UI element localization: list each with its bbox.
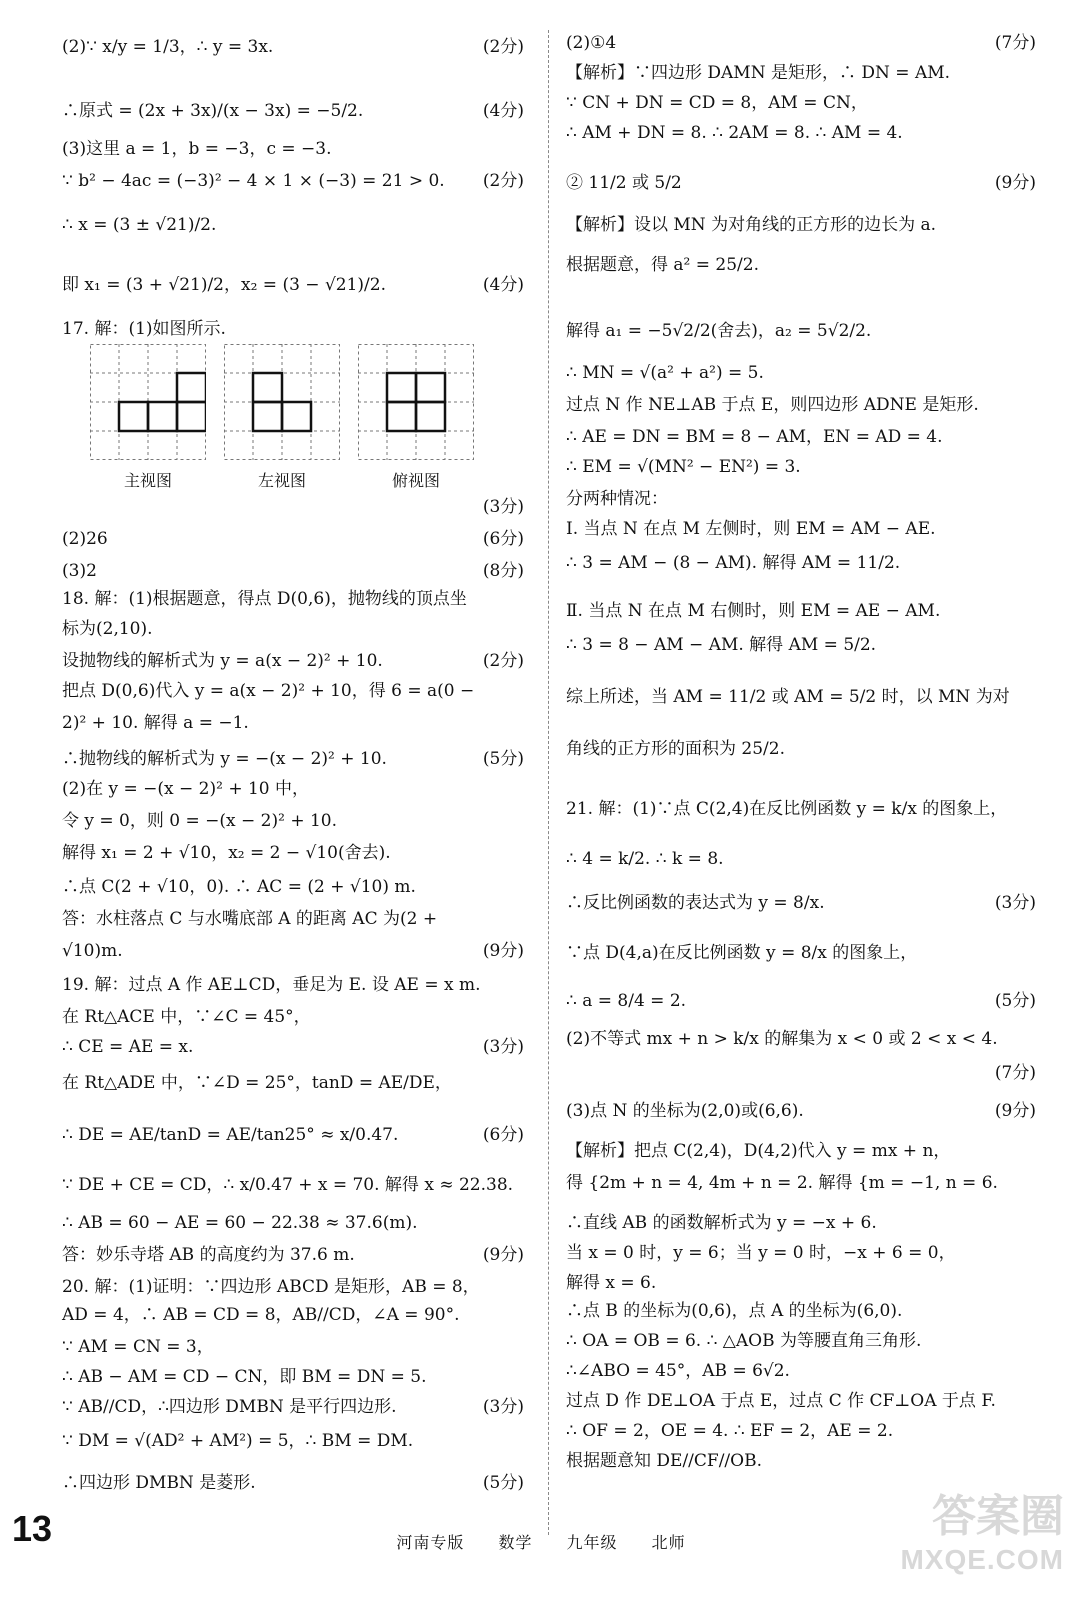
watermark — [900, 1480, 1064, 1576]
line-text: ∴ OA = OB = 6. ∴ △AOB 为等腰直角三角形. — [566, 1331, 922, 1351]
line-text: ∴点 B 的坐标为(0,6)，点 A 的坐标为(6,0). — [566, 1301, 903, 1321]
line-text: ∴ EM = √(MN² − EN²) = 3. — [566, 457, 801, 477]
front-view-caption: 主视图 — [123, 471, 172, 490]
score-mark: (5分) — [994, 991, 1036, 1011]
line-text: ∵ AB//CD，∴四边形 DMBN 是平行四边形. — [62, 1397, 397, 1417]
score-mark: (2分) — [482, 37, 524, 57]
line-text: 设抛物线的解析式为 y = a(x − 2)² + 10. — [62, 651, 383, 671]
line-text: 【解析】设以 MN 为对角线的正方形的边长为 a. — [566, 215, 937, 235]
column-divider — [548, 30, 549, 1535]
footer-edition: 河南专版 — [396, 1533, 465, 1552]
line-text: ∴四边形 DMBN 是菱形. — [62, 1473, 256, 1493]
line-text: ∴点 C(2 + √10，0). ∴ AC = (2 + √10) m. — [62, 877, 416, 897]
score-mark: (7分) — [994, 33, 1036, 53]
score-mark: (5分) — [482, 1473, 524, 1493]
line-text: ∴ MN = √(a² + a²) = 5. — [566, 363, 764, 383]
line-text: 答：妙乐寺塔 AB 的高度约为 37.6 m. — [62, 1245, 355, 1265]
page-number: 13 — [12, 1508, 53, 1549]
watermark-logo: 答案圈 — [932, 1492, 1064, 1541]
line-text: 在 Rt△ACE 中，∵∠C = 45°， — [62, 1007, 311, 1027]
footer-subject: 数学 — [498, 1533, 533, 1552]
score-mark: (9分) — [482, 941, 524, 961]
line-text: 在 Rt△ADE 中，∵∠D = 25°，tanD = AE/DE， — [62, 1073, 452, 1093]
line-text: (2)不等式 mx + n > k/x 的解集为 x < 0 或 2 < x < 4. — [566, 1029, 998, 1049]
line-text: 18. 解：(1)根据题意，得点 D(0,6)，抛物线的顶点坐 — [62, 589, 467, 609]
line-text: (3)点 N 的坐标为(2,0)或(6,6). — [566, 1101, 804, 1121]
line-text: 把点 D(0,6)代入 y = a(x − 2)² + 10，得 6 = a(0 − — [62, 681, 475, 701]
line-text: ∴ AM + DN = 8. ∴ 2AM = 8. ∴ AM = 4. — [566, 123, 903, 143]
score-mark: (9分) — [482, 1245, 524, 1265]
line-text: ∵ b² − 4ac = (−3)² − 4 × 1 × (−3) = 21 > 0. — [62, 171, 445, 191]
line-text: ∴ x = (3 ± √21)/2. — [62, 215, 217, 235]
line-text: 解得 x = 6. — [566, 1273, 657, 1293]
line-text: (2)①4 — [566, 33, 617, 53]
line-text: ∵点 D(4,a)在反比例函数 y = 8/x 的图象上， — [566, 943, 918, 963]
line-text: √10)m. — [62, 941, 123, 961]
line-text: 当 x = 0 时，y = 6；当 y = 0 时，−x + 6 = 0， — [566, 1243, 956, 1263]
line-text: ∴ AB = 60 − AE = 60 − 22.38 ≈ 37.6(m). — [62, 1213, 418, 1233]
line-text: 过点 D 作 DE⊥OA 于点 E，过点 C 作 CF⊥OA 于点 F. — [566, 1391, 996, 1411]
line-text: ∵ DM = √(AD² + AM²) = 5，∴ BM = DM. — [62, 1431, 414, 1451]
top-view-caption: 俯视图 — [391, 471, 440, 490]
line-text: (2)在 y = −(x − 2)² + 10 中， — [62, 779, 310, 799]
line-text: ∵ DE + CE = CD，∴ x/0.47 + x = 70. 解得 x ≈ 22.38. — [62, 1175, 514, 1195]
line-text: ∴ AE = DN = BM = 8 − AM，EN = AD = 4. — [566, 427, 943, 447]
footer-grade: 九年级 — [566, 1533, 618, 1552]
score-mark: (4分) — [482, 101, 524, 121]
line-text: (2)26 — [62, 529, 108, 549]
line-text: 得 {2m + n = 4, 4m + n = 2. 解得 {m = −1, n = 6. — [566, 1173, 998, 1193]
left-view-grid — [224, 344, 340, 490]
line-text: ∴ AB − AM = CD − CN，即 BM = DN = 5. — [62, 1367, 427, 1387]
score-mark: (3分) — [994, 893, 1036, 913]
line-text: ∴直线 AB 的函数解析式为 y = −x + 6. — [566, 1213, 877, 1233]
three-view-figures — [90, 344, 490, 490]
score-mark: (7分) — [994, 1063, 1036, 1083]
line-text: 综上所述，当 AM = 11/2 或 AM = 5/2 时，以 MN 为对 — [566, 687, 1010, 707]
line-text: 解得 a₁ = −5√2/2(舍去)，a₂ = 5√2/2. — [566, 321, 872, 341]
line-text: 21. 解：(1)∵点 C(2,4)在反比例函数 y = k/x 的图象上， — [566, 799, 1008, 819]
line-text: 令 y = 0，则 0 = −(x − 2)² + 10. — [62, 811, 338, 831]
line-text: ∴∠ABO = 45°，AB = 6√2. — [566, 1361, 790, 1381]
line-text: 根据题意知 DE//CF//OB. — [566, 1451, 762, 1471]
score-mark: (3分) — [482, 497, 524, 517]
line-text: ∴ DE = AE/tanD = AE/tan25° ≈ x/0.47. — [62, 1125, 399, 1145]
line-text: Ⅰ. 当点 N 在点 M 左侧时，则 EM = AM − AE. — [566, 519, 936, 539]
left-view-caption: 左视图 — [257, 471, 306, 490]
score-mark: (3分) — [482, 1397, 524, 1417]
line-text: ∴ OF = 2，OE = 4. ∴ EF = 2，AE = 2. — [566, 1421, 894, 1441]
score-mark: (4分) — [482, 275, 524, 295]
line-text: 即 x₁ = (3 + √21)/2，x₂ = (3 − √21)/2. — [62, 275, 386, 295]
score-mark: (8分) — [482, 561, 524, 581]
line-text: (2)∵ x/y = 1/3，∴ y = 3x. — [62, 37, 274, 57]
line-text: 17. 解：(1)如图所示. — [62, 319, 226, 339]
line-text: 【解析】把点 C(2,4)，D(4,2)代入 y = mx + n， — [566, 1141, 951, 1161]
line-text: (3)这里 a = 1，b = −3，c = −3. — [62, 139, 332, 159]
score-mark: (6分) — [482, 1125, 524, 1145]
line-text: ∴ CE = AE = x. — [62, 1037, 194, 1057]
line-text: ∵ AM = CN = 3， — [62, 1337, 214, 1357]
front-view-grid — [90, 344, 206, 490]
line-text: 答：水柱落点 C 与水嘴底部 A 的距离 AC 为(2 + — [62, 909, 438, 929]
line-text: ∴ a = 8/4 = 2. — [566, 991, 687, 1011]
score-mark: (2分) — [482, 171, 524, 191]
line-text: AD = 4，∴ AB = CD = 8，AB//CD，∠A = 90°. — [62, 1305, 460, 1325]
score-mark: (2分) — [482, 651, 524, 671]
line-text: 解得 x₁ = 2 + √10，x₂ = 2 − √10(舍去). — [62, 843, 391, 863]
line-text: 20. 解：(1)证明：∵四边形 ABCD 是矩形，AB = 8， — [62, 1277, 480, 1297]
line-text: 19. 解：过点 A 作 AE⊥CD，垂足为 E. 设 AE = x m. — [62, 975, 481, 995]
score-mark: (5分) — [482, 749, 524, 769]
score-mark: (9分) — [994, 1101, 1036, 1121]
footer-publisher: 北师 — [651, 1533, 686, 1552]
score-mark: (9分) — [994, 173, 1036, 193]
line-text: (3)2 — [62, 561, 97, 581]
line-text: ∵ CN + DN = CD = 8，AM = CN， — [566, 93, 868, 113]
score-mark: (6分) — [482, 529, 524, 549]
line-text: ② 11/2 或 5/2 — [566, 173, 682, 193]
line-text: ∴反比例函数的表达式为 y = 8/x. — [566, 893, 825, 913]
line-text: 分两种情况： — [566, 489, 668, 509]
watermark-url: MXQE.COM — [900, 1544, 1064, 1575]
line-text: 角线的正方形的面积为 25/2. — [566, 739, 785, 759]
line-text: ∴ 4 = k/2. ∴ k = 8. — [566, 849, 724, 869]
score-mark: (3分) — [482, 1037, 524, 1057]
line-text: 过点 N 作 NE⊥AB 于点 E，则四边形 ADNE 是矩形. — [566, 395, 979, 415]
line-text: ∴ 3 = AM − (8 − AM). 解得 AM = 11/2. — [566, 553, 901, 573]
line-text: 根据题意，得 a² = 25/2. — [566, 255, 759, 275]
line-text: ∴原式 = (2x + 3x)/(x − 3x) = −5/2. — [62, 101, 364, 121]
line-text: ∴抛物线的解析式为 y = −(x − 2)² + 10. — [62, 749, 387, 769]
line-text: 【解析】∵四边形 DAMN 是矩形，∴ DN = AM. — [566, 63, 951, 83]
line-text: 标为(2,10). — [62, 619, 153, 639]
top-view-grid — [358, 344, 474, 490]
line-text: Ⅱ. 当点 N 在点 M 右侧时，则 EM = AE − AM. — [566, 601, 941, 621]
line-text: 2)² + 10. 解得 a = −1. — [62, 713, 249, 733]
line-text: ∴ 3 = 8 − AM − AM. 解得 AM = 5/2. — [566, 635, 877, 655]
